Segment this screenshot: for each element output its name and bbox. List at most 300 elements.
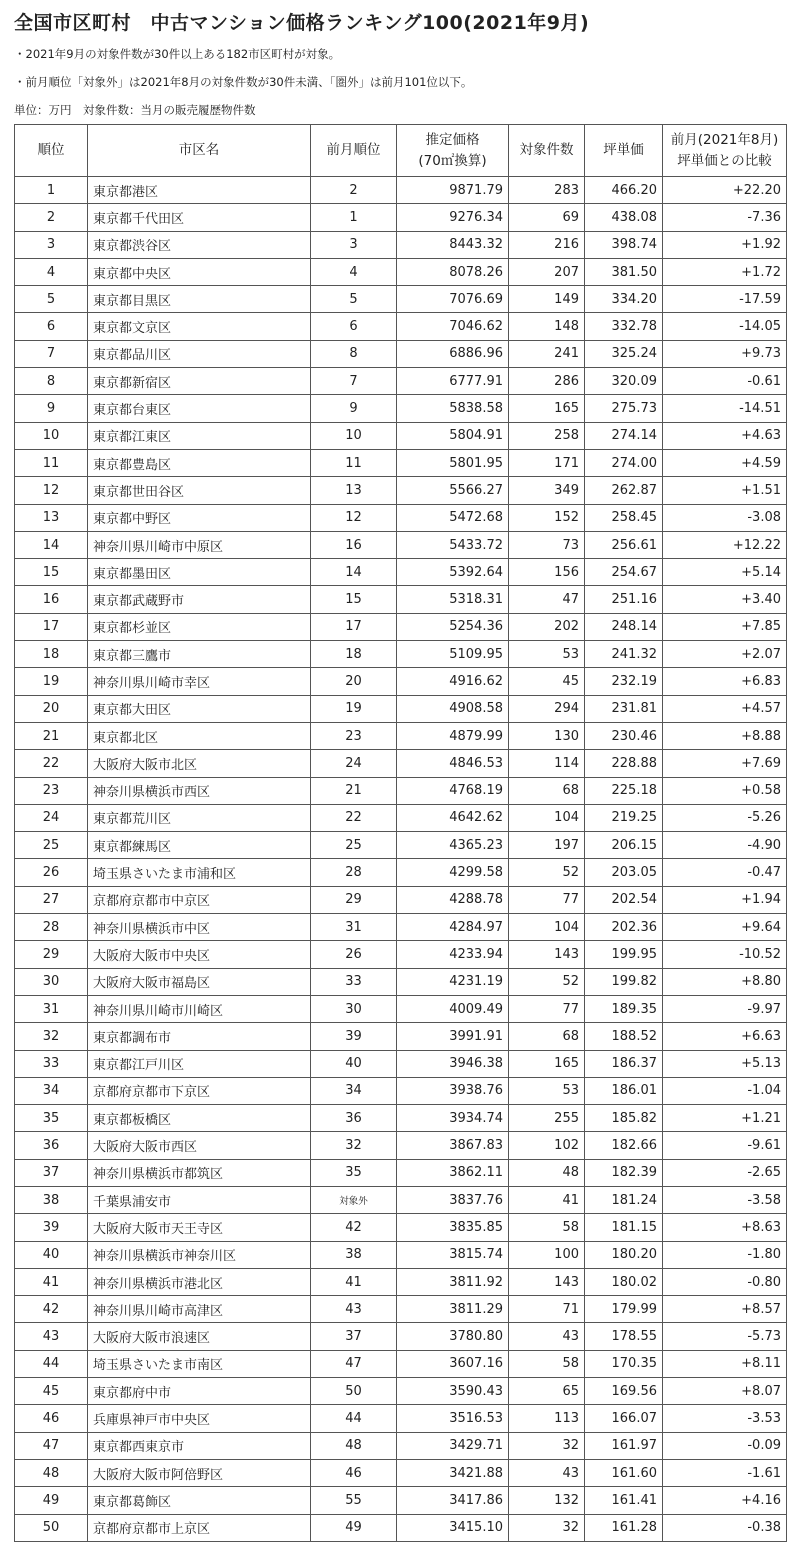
ranking-table xyxy=(14,124,787,1542)
cell-prev-rank: 36 xyxy=(311,1105,397,1132)
cell-tsubo: 181.24 xyxy=(585,1186,663,1213)
cell-city: 神奈川県横浜市都筑区 xyxy=(88,1159,311,1186)
cell-price: 4916.62 xyxy=(397,668,509,695)
cell-tsubo: 466.20 xyxy=(585,177,663,204)
cell-diff: +1.51 xyxy=(663,477,787,504)
cell-rank: 46 xyxy=(15,1405,88,1432)
cell-count: 283 xyxy=(509,177,585,204)
cell-diff: +0.58 xyxy=(663,777,787,804)
cell-diff: -9.61 xyxy=(663,1132,787,1159)
header-prev-rank: 前月順位 xyxy=(311,125,397,177)
cell-prev-rank: 19 xyxy=(311,695,397,722)
cell-count: 255 xyxy=(509,1105,585,1132)
cell-tsubo: 274.00 xyxy=(585,449,663,476)
cell-price: 4288.78 xyxy=(397,886,509,913)
cell-price: 7046.62 xyxy=(397,313,509,340)
cell-price: 4642.62 xyxy=(397,804,509,831)
cell-city: 大阪府大阪市中央区 xyxy=(88,941,311,968)
table-row xyxy=(15,886,787,913)
cell-tsubo: 179.99 xyxy=(585,1296,663,1323)
cell-price: 4233.94 xyxy=(397,941,509,968)
cell-rank: 40 xyxy=(15,1241,88,1268)
cell-city: 東京都港区 xyxy=(88,177,311,204)
table-row xyxy=(15,340,787,367)
cell-diff: -0.38 xyxy=(663,1514,787,1541)
cell-tsubo: 202.36 xyxy=(585,914,663,941)
cell-diff: -5.73 xyxy=(663,1323,787,1350)
cell-count: 53 xyxy=(509,641,585,668)
cell-tsubo: 274.14 xyxy=(585,422,663,449)
cell-diff: +7.69 xyxy=(663,750,787,777)
cell-count: 47 xyxy=(509,586,585,613)
cell-tsubo: 188.52 xyxy=(585,1023,663,1050)
cell-rank: 7 xyxy=(15,340,88,367)
cell-city: 東京都三鷹市 xyxy=(88,641,311,668)
cell-diff: -7.36 xyxy=(663,204,787,231)
cell-count: 52 xyxy=(509,859,585,886)
cell-prev-rank: 21 xyxy=(311,777,397,804)
cell-city: 東京都葛飾区 xyxy=(88,1487,311,1514)
cell-rank: 34 xyxy=(15,1077,88,1104)
table-row xyxy=(15,1296,787,1323)
cell-count: 241 xyxy=(509,340,585,367)
cell-prev-rank: 18 xyxy=(311,641,397,668)
cell-count: 258 xyxy=(509,422,585,449)
table-row xyxy=(15,1105,787,1132)
cell-tsubo: 166.07 xyxy=(585,1405,663,1432)
cell-city: 大阪府大阪市福島区 xyxy=(88,968,311,995)
cell-price: 3421.88 xyxy=(397,1459,509,1486)
cell-count: 349 xyxy=(509,477,585,504)
cell-prev-rank: 25 xyxy=(311,832,397,859)
table-row xyxy=(15,559,787,586)
cell-diff: -17.59 xyxy=(663,286,787,313)
cell-count: 73 xyxy=(509,531,585,558)
cell-diff: -14.51 xyxy=(663,395,787,422)
cell-rank: 50 xyxy=(15,1514,88,1541)
table-row xyxy=(15,722,787,749)
table-row xyxy=(15,1132,787,1159)
cell-count: 148 xyxy=(509,313,585,340)
cell-price: 3590.43 xyxy=(397,1378,509,1405)
cell-city: 東京都千代田区 xyxy=(88,204,311,231)
cell-count: 286 xyxy=(509,368,585,395)
note-scope: ・2021年9月の対象件数が30件以上ある182市区町村が対象。 xyxy=(14,47,341,61)
cell-tsubo: 185.82 xyxy=(585,1105,663,1132)
cell-diff: +8.63 xyxy=(663,1214,787,1241)
cell-price: 3607.16 xyxy=(397,1350,509,1377)
cell-count: 130 xyxy=(509,722,585,749)
cell-diff: -4.90 xyxy=(663,832,787,859)
cell-price: 5472.68 xyxy=(397,504,509,531)
cell-tsubo: 170.35 xyxy=(585,1350,663,1377)
cell-tsubo: 161.28 xyxy=(585,1514,663,1541)
cell-count: 171 xyxy=(509,449,585,476)
cell-count: 165 xyxy=(509,395,585,422)
table-row xyxy=(15,859,787,886)
cell-count: 71 xyxy=(509,1296,585,1323)
cell-city: 東京都荒川区 xyxy=(88,804,311,831)
cell-prev-rank: 35 xyxy=(311,1159,397,1186)
table-row xyxy=(15,941,787,968)
cell-diff: -5.26 xyxy=(663,804,787,831)
cell-diff: +4.63 xyxy=(663,422,787,449)
cell-city: 東京都台東区 xyxy=(88,395,311,422)
cell-prev-rank: 14 xyxy=(311,559,397,586)
cell-rank: 41 xyxy=(15,1268,88,1295)
cell-price: 9276.34 xyxy=(397,204,509,231)
cell-diff: +6.63 xyxy=(663,1023,787,1050)
cell-tsubo: 332.78 xyxy=(585,313,663,340)
table-row xyxy=(15,1077,787,1104)
cell-city: 東京都府中市 xyxy=(88,1378,311,1405)
cell-count: 43 xyxy=(509,1459,585,1486)
cell-prev-rank: 37 xyxy=(311,1323,397,1350)
cell-prev-rank: 34 xyxy=(311,1077,397,1104)
table-header-row xyxy=(15,125,787,177)
cell-tsubo: 161.41 xyxy=(585,1487,663,1514)
cell-prev-rank: 17 xyxy=(311,613,397,640)
cell-tsubo: 186.01 xyxy=(585,1077,663,1104)
header-rank: 順位 xyxy=(15,125,88,177)
table-row xyxy=(15,613,787,640)
cell-rank: 3 xyxy=(15,231,88,258)
cell-count: 156 xyxy=(509,559,585,586)
cell-tsubo: 161.60 xyxy=(585,1459,663,1486)
cell-count: 45 xyxy=(509,668,585,695)
cell-count: 102 xyxy=(509,1132,585,1159)
cell-city: 大阪府大阪市天王寺区 xyxy=(88,1214,311,1241)
table-row xyxy=(15,1432,787,1459)
cell-count: 132 xyxy=(509,1487,585,1514)
cell-price: 6886.96 xyxy=(397,340,509,367)
cell-diff: +1.72 xyxy=(663,258,787,285)
cell-prev-rank: 42 xyxy=(311,1214,397,1241)
cell-city: 神奈川県川崎市高津区 xyxy=(88,1296,311,1323)
cell-prev-rank: 2 xyxy=(311,177,397,204)
cell-rank: 39 xyxy=(15,1214,88,1241)
cell-count: 207 xyxy=(509,258,585,285)
cell-prev-rank: 38 xyxy=(311,1241,397,1268)
table-row xyxy=(15,1050,787,1077)
cell-price: 7076.69 xyxy=(397,286,509,313)
cell-count: 143 xyxy=(509,941,585,968)
cell-prev-rank: 9 xyxy=(311,395,397,422)
table-row xyxy=(15,914,787,941)
cell-tsubo: 251.16 xyxy=(585,586,663,613)
cell-prev-rank: 3 xyxy=(311,231,397,258)
table-row xyxy=(15,1459,787,1486)
table-row xyxy=(15,422,787,449)
cell-prev-rank: 31 xyxy=(311,914,397,941)
cell-tsubo: 186.37 xyxy=(585,1050,663,1077)
cell-price: 3991.91 xyxy=(397,1023,509,1050)
cell-diff: +7.85 xyxy=(663,613,787,640)
cell-prev-rank: 30 xyxy=(311,995,397,1022)
cell-prev-rank: 15 xyxy=(311,586,397,613)
cell-diff: +6.83 xyxy=(663,668,787,695)
cell-diff: -3.58 xyxy=(663,1186,787,1213)
cell-price: 5838.58 xyxy=(397,395,509,422)
cell-city: 東京都中野区 xyxy=(88,504,311,531)
cell-city: 神奈川県横浜市西区 xyxy=(88,777,311,804)
cell-tsubo: 320.09 xyxy=(585,368,663,395)
cell-diff: +5.14 xyxy=(663,559,787,586)
cell-rank: 36 xyxy=(15,1132,88,1159)
cell-city: 東京都文京区 xyxy=(88,313,311,340)
cell-city: 東京都品川区 xyxy=(88,340,311,367)
table-row xyxy=(15,750,787,777)
table-row xyxy=(15,231,787,258)
cell-tsubo: 262.87 xyxy=(585,477,663,504)
cell-rank: 21 xyxy=(15,722,88,749)
cell-diff: +2.07 xyxy=(663,641,787,668)
cell-diff: +9.73 xyxy=(663,340,787,367)
cell-rank: 38 xyxy=(15,1186,88,1213)
cell-tsubo: 254.67 xyxy=(585,559,663,586)
cell-city: 神奈川県横浜市神奈川区 xyxy=(88,1241,311,1268)
cell-prev-rank: 33 xyxy=(311,968,397,995)
cell-prev-rank: 32 xyxy=(311,1132,397,1159)
cell-diff: +4.16 xyxy=(663,1487,787,1514)
cell-rank: 20 xyxy=(15,695,88,722)
cell-rank: 29 xyxy=(15,941,88,968)
cell-rank: 22 xyxy=(15,750,88,777)
cell-diff: -0.80 xyxy=(663,1268,787,1295)
cell-count: 77 xyxy=(509,995,585,1022)
cell-tsubo: 248.14 xyxy=(585,613,663,640)
cell-diff: +3.40 xyxy=(663,586,787,613)
table-row xyxy=(15,804,787,831)
cell-rank: 32 xyxy=(15,1023,88,1050)
cell-city: 東京都西東京市 xyxy=(88,1432,311,1459)
table-row xyxy=(15,1214,787,1241)
cell-tsubo: 180.20 xyxy=(585,1241,663,1268)
cell-prev-rank: 1 xyxy=(311,204,397,231)
cell-tsubo: 180.02 xyxy=(585,1268,663,1295)
cell-diff: -0.47 xyxy=(663,859,787,886)
cell-price: 5804.91 xyxy=(397,422,509,449)
cell-diff: -14.05 xyxy=(663,313,787,340)
cell-tsubo: 258.45 xyxy=(585,504,663,531)
cell-rank: 49 xyxy=(15,1487,88,1514)
cell-price: 5566.27 xyxy=(397,477,509,504)
table-row xyxy=(15,668,787,695)
cell-rank: 31 xyxy=(15,995,88,1022)
cell-rank: 35 xyxy=(15,1105,88,1132)
cell-prev-rank: 49 xyxy=(311,1514,397,1541)
cell-price: 3417.86 xyxy=(397,1487,509,1514)
cell-price: 5318.31 xyxy=(397,586,509,613)
cell-tsubo: 199.82 xyxy=(585,968,663,995)
cell-rank: 30 xyxy=(15,968,88,995)
cell-diff: -1.61 xyxy=(663,1459,787,1486)
cell-rank: 24 xyxy=(15,804,88,831)
cell-diff: +8.11 xyxy=(663,1350,787,1377)
cell-tsubo: 182.66 xyxy=(585,1132,663,1159)
table-row xyxy=(15,968,787,995)
cell-diff: -0.61 xyxy=(663,368,787,395)
header-price-line1: 推定価格 xyxy=(425,131,480,148)
cell-diff: +9.64 xyxy=(663,914,787,941)
cell-city: 東京都江戸川区 xyxy=(88,1050,311,1077)
cell-city: 東京都豊島区 xyxy=(88,449,311,476)
cell-price: 3934.74 xyxy=(397,1105,509,1132)
cell-count: 114 xyxy=(509,750,585,777)
cell-price: 3415.10 xyxy=(397,1514,509,1541)
cell-rank: 33 xyxy=(15,1050,88,1077)
cell-diff: +1.21 xyxy=(663,1105,787,1132)
table-row xyxy=(15,586,787,613)
cell-tsubo: 438.08 xyxy=(585,204,663,231)
cell-tsubo: 203.05 xyxy=(585,859,663,886)
cell-count: 149 xyxy=(509,286,585,313)
cell-tsubo: 206.15 xyxy=(585,832,663,859)
cell-city: 東京都目黒区 xyxy=(88,286,311,313)
cell-prev-rank: 23 xyxy=(311,722,397,749)
cell-price: 8078.26 xyxy=(397,258,509,285)
cell-diff: +8.80 xyxy=(663,968,787,995)
cell-city: 東京都杉並区 xyxy=(88,613,311,640)
cell-count: 68 xyxy=(509,1023,585,1050)
cell-price: 4009.49 xyxy=(397,995,509,1022)
cell-tsubo: 398.74 xyxy=(585,231,663,258)
header-diff xyxy=(663,125,787,177)
cell-tsubo: 169.56 xyxy=(585,1378,663,1405)
cell-prev-rank: 16 xyxy=(311,531,397,558)
table-row xyxy=(15,1350,787,1377)
cell-prev-rank: 22 xyxy=(311,804,397,831)
cell-tsubo: 228.88 xyxy=(585,750,663,777)
cell-city: 神奈川県川崎市川崎区 xyxy=(88,995,311,1022)
cell-count: 58 xyxy=(509,1350,585,1377)
cell-diff: +1.94 xyxy=(663,886,787,913)
cell-rank: 17 xyxy=(15,613,88,640)
cell-prev-rank: 28 xyxy=(311,859,397,886)
table-row xyxy=(15,204,787,231)
cell-city: 神奈川県川崎市幸区 xyxy=(88,668,311,695)
cell-tsubo: 181.15 xyxy=(585,1214,663,1241)
cell-count: 152 xyxy=(509,504,585,531)
cell-city: 埼玉県さいたま市南区 xyxy=(88,1350,311,1377)
cell-price: 3429.71 xyxy=(397,1432,509,1459)
cell-city: 京都府京都市上京区 xyxy=(88,1514,311,1541)
cell-tsubo: 241.32 xyxy=(585,641,663,668)
table-row xyxy=(15,177,787,204)
cell-rank: 42 xyxy=(15,1296,88,1323)
cell-city: 東京都中央区 xyxy=(88,258,311,285)
cell-diff: +22.20 xyxy=(663,177,787,204)
cell-price: 3837.76 xyxy=(397,1186,509,1213)
cell-prev-rank: 29 xyxy=(311,886,397,913)
cell-price: 3938.76 xyxy=(397,1077,509,1104)
cell-city: 東京都新宿区 xyxy=(88,368,311,395)
header-price xyxy=(397,125,509,177)
table-row xyxy=(15,641,787,668)
cell-city: 京都府京都市中京区 xyxy=(88,886,311,913)
cell-count: 68 xyxy=(509,777,585,804)
cell-rank: 12 xyxy=(15,477,88,504)
page-title: 全国市区町村 中古マンション価格ランキング100(2021年9月) xyxy=(14,12,590,34)
cell-tsubo: 182.39 xyxy=(585,1159,663,1186)
cell-price: 3780.80 xyxy=(397,1323,509,1350)
header-price-line2: (70㎡換算) xyxy=(418,152,487,169)
cell-price: 3867.83 xyxy=(397,1132,509,1159)
cell-prev-rank: 10 xyxy=(311,422,397,449)
cell-diff: +8.88 xyxy=(663,722,787,749)
cell-diff: -3.08 xyxy=(663,504,787,531)
cell-rank: 9 xyxy=(15,395,88,422)
cell-rank: 43 xyxy=(15,1323,88,1350)
cell-count: 43 xyxy=(509,1323,585,1350)
table-row xyxy=(15,695,787,722)
cell-price: 5254.36 xyxy=(397,613,509,640)
cell-count: 216 xyxy=(509,231,585,258)
cell-city: 東京都調布市 xyxy=(88,1023,311,1050)
header-count: 対象件数 xyxy=(509,125,585,177)
table-row xyxy=(15,258,787,285)
cell-tsubo: 219.25 xyxy=(585,804,663,831)
cell-city: 大阪府大阪市浪速区 xyxy=(88,1323,311,1350)
cell-count: 104 xyxy=(509,914,585,941)
header-city: 市区名 xyxy=(88,125,311,177)
cell-price: 5392.64 xyxy=(397,559,509,586)
table-row xyxy=(15,395,787,422)
cell-diff: -0.09 xyxy=(663,1432,787,1459)
cell-city: 神奈川県川崎市中原区 xyxy=(88,531,311,558)
cell-count: 197 xyxy=(509,832,585,859)
cell-diff: +8.07 xyxy=(663,1378,787,1405)
cell-prev-rank: 47 xyxy=(311,1350,397,1377)
table-row xyxy=(15,313,787,340)
cell-prev-rank: 8 xyxy=(311,340,397,367)
table-row xyxy=(15,1487,787,1514)
cell-rank: 8 xyxy=(15,368,88,395)
cell-count: 32 xyxy=(509,1514,585,1541)
cell-prev-rank: 6 xyxy=(311,313,397,340)
cell-rank: 18 xyxy=(15,641,88,668)
cell-prev-rank: 12 xyxy=(311,504,397,531)
cell-price: 4879.99 xyxy=(397,722,509,749)
cell-city: 東京都北区 xyxy=(88,722,311,749)
cell-count: 143 xyxy=(509,1268,585,1295)
cell-prev-rank: 44 xyxy=(311,1405,397,1432)
cell-city: 大阪府大阪市北区 xyxy=(88,750,311,777)
cell-prev-rank: 11 xyxy=(311,449,397,476)
cell-price: 3946.38 xyxy=(397,1050,509,1077)
cell-prev-rank: 24 xyxy=(311,750,397,777)
cell-rank: 19 xyxy=(15,668,88,695)
cell-tsubo: 232.19 xyxy=(585,668,663,695)
cell-count: 113 xyxy=(509,1405,585,1432)
cell-count: 69 xyxy=(509,204,585,231)
cell-count: 104 xyxy=(509,804,585,831)
cell-diff: +4.57 xyxy=(663,695,787,722)
table-row xyxy=(15,1186,787,1213)
cell-tsubo: 199.95 xyxy=(585,941,663,968)
cell-rank: 2 xyxy=(15,204,88,231)
cell-price: 4299.58 xyxy=(397,859,509,886)
table-row xyxy=(15,1159,787,1186)
cell-price: 3811.92 xyxy=(397,1268,509,1295)
cell-price: 5109.95 xyxy=(397,641,509,668)
table-row xyxy=(15,1241,787,1268)
cell-rank: 23 xyxy=(15,777,88,804)
cell-rank: 27 xyxy=(15,886,88,913)
cell-rank: 48 xyxy=(15,1459,88,1486)
cell-count: 41 xyxy=(509,1186,585,1213)
cell-city: 東京都江東区 xyxy=(88,422,311,449)
